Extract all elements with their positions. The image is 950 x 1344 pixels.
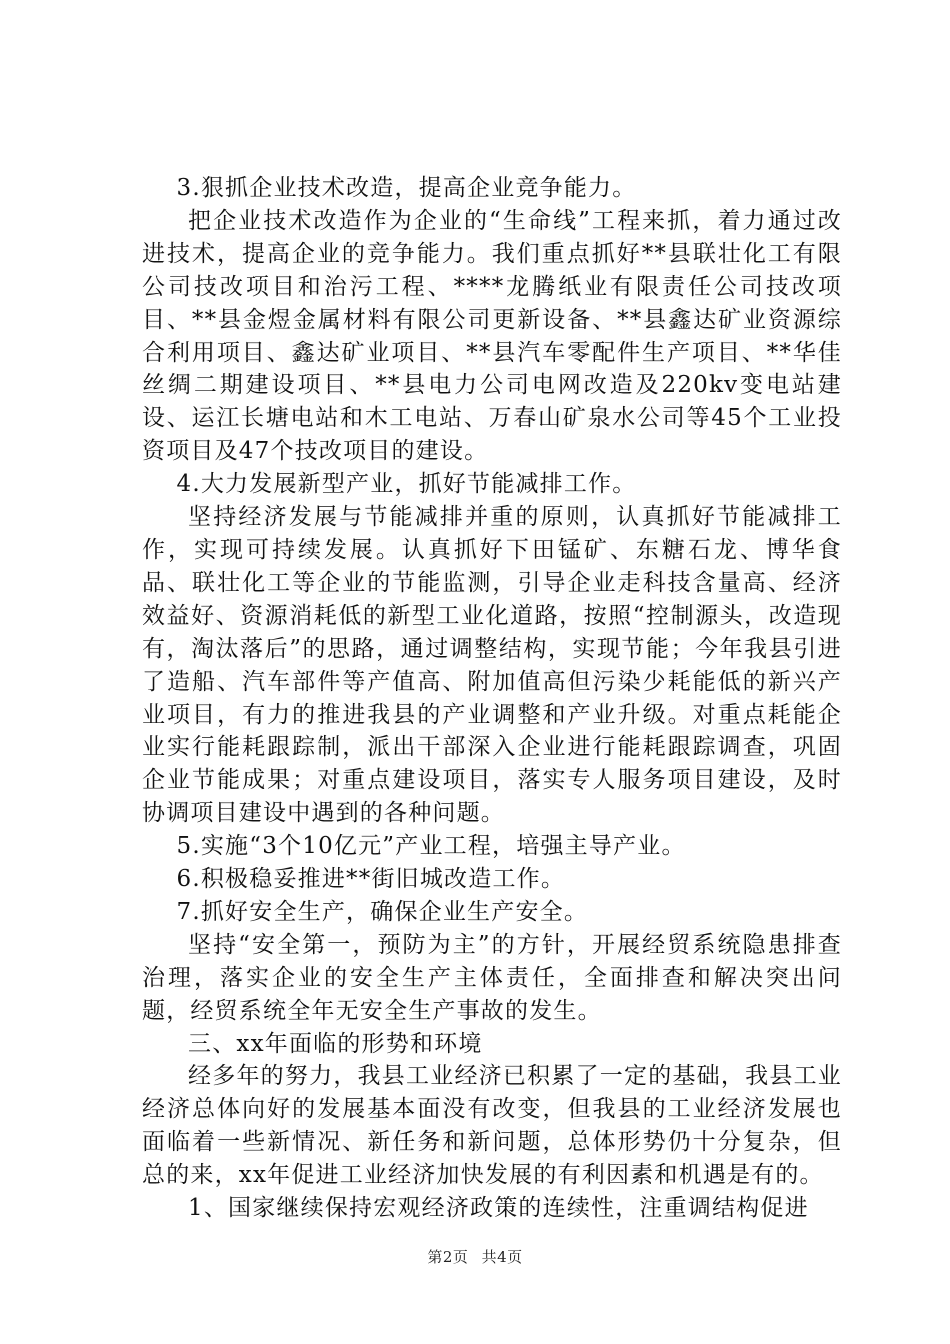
document-body bbox=[142, 172, 842, 1225]
page-total: 共4页 bbox=[481, 1248, 523, 1266]
paragraph-safety: 坚持“安全第一，预防为主”的方针，开展经贸系统隐患排查治理，落实企业的安全生产主体责任，全面排查和解决突出问题，经贸系统全年无安全生产事故的发生。 bbox=[142, 931, 842, 1024]
section-heading-6: 6.积极稳妥推进**街旧城改造工作。 bbox=[176, 866, 566, 893]
paragraph-tech-upgrade: 把企业技术改造作为企业的“生命线”工程来抓，着力通过改进技术，提高企业的竞争能力。我们重点抓好**县联壮化工有限公司技改项目和治污工程、****龙腾纸业有限责任公司技改项目、**县金煜金属材料有限公司更新设备、**县鑫达矿业资源综合利用项目、鑫达矿业项目、**县汽车零配件生产项目、**华佳丝绸二期建设项目、**县电力公司电网改造及220kv变电站建设、运江长塘电站和木工电站、万春山矿泉水公司等45个工业投资项目及47个技改项目的建设。 bbox=[142, 207, 842, 465]
section-heading-3: 3.狠抓企业技术改造，提高企业竞争能力。 bbox=[176, 175, 637, 201]
section-heading-three: 三、xx年面临的形势和环境 bbox=[188, 1030, 483, 1057]
paragraph-energy-saving: 坚持经济发展与节能减排并重的原则，认真抓好节能减排工作，实现可持续发展。认真抓好下田锰矿、东糖石龙、博华食品、联壮化工等企业的节能监测，引导企业走科技含量高、经济效益好、资源消耗低的新型工业化道路，按照“控制源头，改造现有，淘汰落后”的思路，通过调整结构，实现节能；今年我县引进了造船、汽车部件等产值高、附加值高但污染少耗能低的新兴产业项目，有力的推进我县的产业调整和产业升级。对重点耗能企业实行能耗跟踪制，派出干部深入企业进行能耗跟踪调查，巩固企业节能成果；对重点建设项目，落实专人服务项目建设，及时协调项目建设中遇到的各种问题。 bbox=[142, 504, 842, 827]
page-footer bbox=[0, 1246, 950, 1267]
section-heading-7: 7.抓好安全生产，确保企业生产安全。 bbox=[176, 898, 589, 925]
paragraph-item-1: 1、国家继续保持宏观经济政策的连续性，注重调结构促进 bbox=[188, 1195, 809, 1222]
paragraph-situation: 经多年的努力，我县工业经济已积累了一定的基础，我县工业经济总体向好的发展基本面没有改变，但我县的工业经济发展也面临着一些新情况、新任务和新问题，总体形势仍十分复杂，但总的来，xx年促进工业经济加快发展的有利因素和机遇是有的。 bbox=[142, 1063, 842, 1189]
section-heading-5: 5.实施“3个10亿元”产业工程，培强主导产业。 bbox=[176, 833, 686, 860]
page-number: 第2页 bbox=[427, 1248, 469, 1266]
section-heading-4: 4.大力发展新型产业，抓好节能减排工作。 bbox=[176, 471, 637, 498]
